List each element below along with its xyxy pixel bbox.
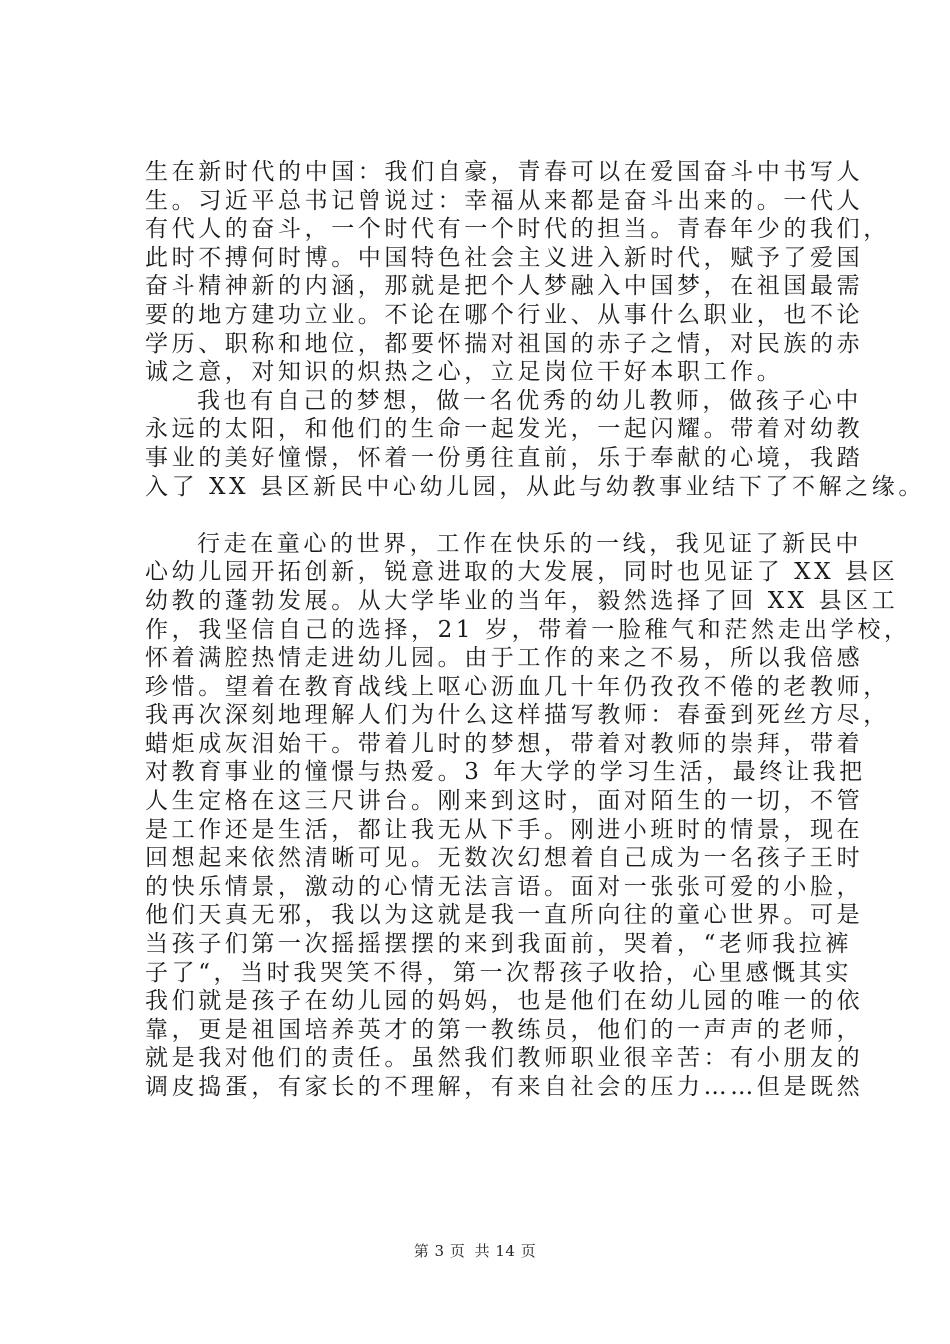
text-line: 的快乐情景，激动的心情无法言语。面对一张张可爱的小脸， xyxy=(145,873,864,900)
text-line: 此时不搏何时博。中国特色社会主义进入新时代，赋予了爱国 xyxy=(145,244,864,271)
text-line: 我们就是孩子在幼儿园的妈妈，也是他们在幼儿园的唯一的依 xyxy=(145,988,864,1015)
text-line: 怀着满腔热情走进幼儿园。由于工作的来之不易，所以我倍感 xyxy=(145,645,864,672)
page-footer xyxy=(0,1240,950,1261)
text-line: 学历、职称和地位，都要怀揣对祖国的赤子之情，对民族的赤 xyxy=(145,330,864,357)
text-line: 生。习近平总书记曾说过：幸福从来都是奋斗出来的。一代人 xyxy=(145,187,864,214)
text-line: 我再次深刻地理解人们为什么这样描写教师：春蚕到死丝方尽， xyxy=(145,702,890,729)
paragraph-1 xyxy=(145,158,890,387)
text-line: 作，我坚信自己的选择，21 岁，带着一脸稚气和茫然走出学校， xyxy=(145,616,911,643)
blank-line xyxy=(145,501,865,530)
text-line: 诚之意，对知识的炽热之心，立足岗位干好本职工作。 xyxy=(145,359,784,386)
paragraph-2 xyxy=(145,387,925,501)
text-line: 蜡炬成灰泪始干。带着儿时的梦想，带着对教师的崇拜，带着 xyxy=(145,730,864,757)
text-line: 回想起来依然清晰可见。无数次幻想着自己成为一名孩子王时 xyxy=(145,845,864,872)
text-line: 心幼儿园开拓创新，锐意进取的大发展，同时也见证了 XX 县区 xyxy=(145,559,899,586)
text-line: 入了 XX 县区新民中心幼儿园，从此与幼教事业结下了不解之缘。 xyxy=(145,473,925,500)
text-line: 他们天真无邪，我以为这就是我一直所向往的童心世界。可是 xyxy=(145,902,864,929)
text-line: 当孩子们第一次摇摇摆摆的来到我面前，哭着，“老师我拉裤 xyxy=(145,931,852,958)
text-line: 调皮捣蛋，有家长的不理解，有来自社会的压力……但是既然 xyxy=(145,1074,864,1100)
document-body xyxy=(145,158,925,1102)
text-line: 我也有自己的梦想，做一名优秀的幼儿教师，做孩子心中 xyxy=(197,387,862,414)
text-line: 行走在童心的世界，工作在快乐的一线，我见证了新民中 xyxy=(197,530,862,557)
text-line: 生在新时代的中国：我们自豪，青春可以在爱国奋斗中书写人 xyxy=(145,159,864,185)
text-line: 对教育事业的憧憬与热爱。3 年大学的学习生活，最终让我把 xyxy=(145,759,866,786)
paragraph-3 xyxy=(145,530,911,1102)
text-line: 靠，更是祖国培养英才的第一教练员，他们的一声声的老师， xyxy=(145,1016,864,1043)
text-line: 珍惜。望着在教育战线上呕心沥血几十年仍孜孜不倦的老教师， xyxy=(145,673,890,700)
text-line: 是工作还是生活，都让我无从下手。刚进小班时的情景，现在 xyxy=(145,816,864,843)
page-total: 共 14 页 xyxy=(474,1242,537,1260)
page-number: 第 3 页 xyxy=(413,1242,466,1260)
text-line: 幼教的蓬勃发展。从大学毕业的当年，毅然选择了回 XX 县区工 xyxy=(145,587,899,614)
text-line: 事业的美好憧憬，怀着一份勇往直前，乐于奉献的心境，我踏 xyxy=(145,444,864,471)
text-line: 人生定格在这三尺讲台。刚来到这时，面对陌生的一切，不管 xyxy=(145,788,864,815)
text-line: 永远的太阳，和他们的生命一起发光，一起闪耀。带着对幼教 xyxy=(145,416,864,443)
text-line: 奋斗精神新的内涵，那就是把个人梦融入中国梦，在祖国最需 xyxy=(145,273,864,300)
text-line: 要的地方建功立业。不论在哪个行业、从事什么职业，也不论 xyxy=(145,301,864,328)
text-line: 有代人的奋斗，一个时代有一个时代的担当。青春年少的我们， xyxy=(145,216,890,243)
text-line: 就是我对他们的责任。虽然我们教师职业很辛苦：有小朋友的 xyxy=(145,1045,864,1072)
text-line: 子了“，当时我哭笑不得，第一次帮孩子收拾，心里感慨其实 xyxy=(145,959,852,986)
